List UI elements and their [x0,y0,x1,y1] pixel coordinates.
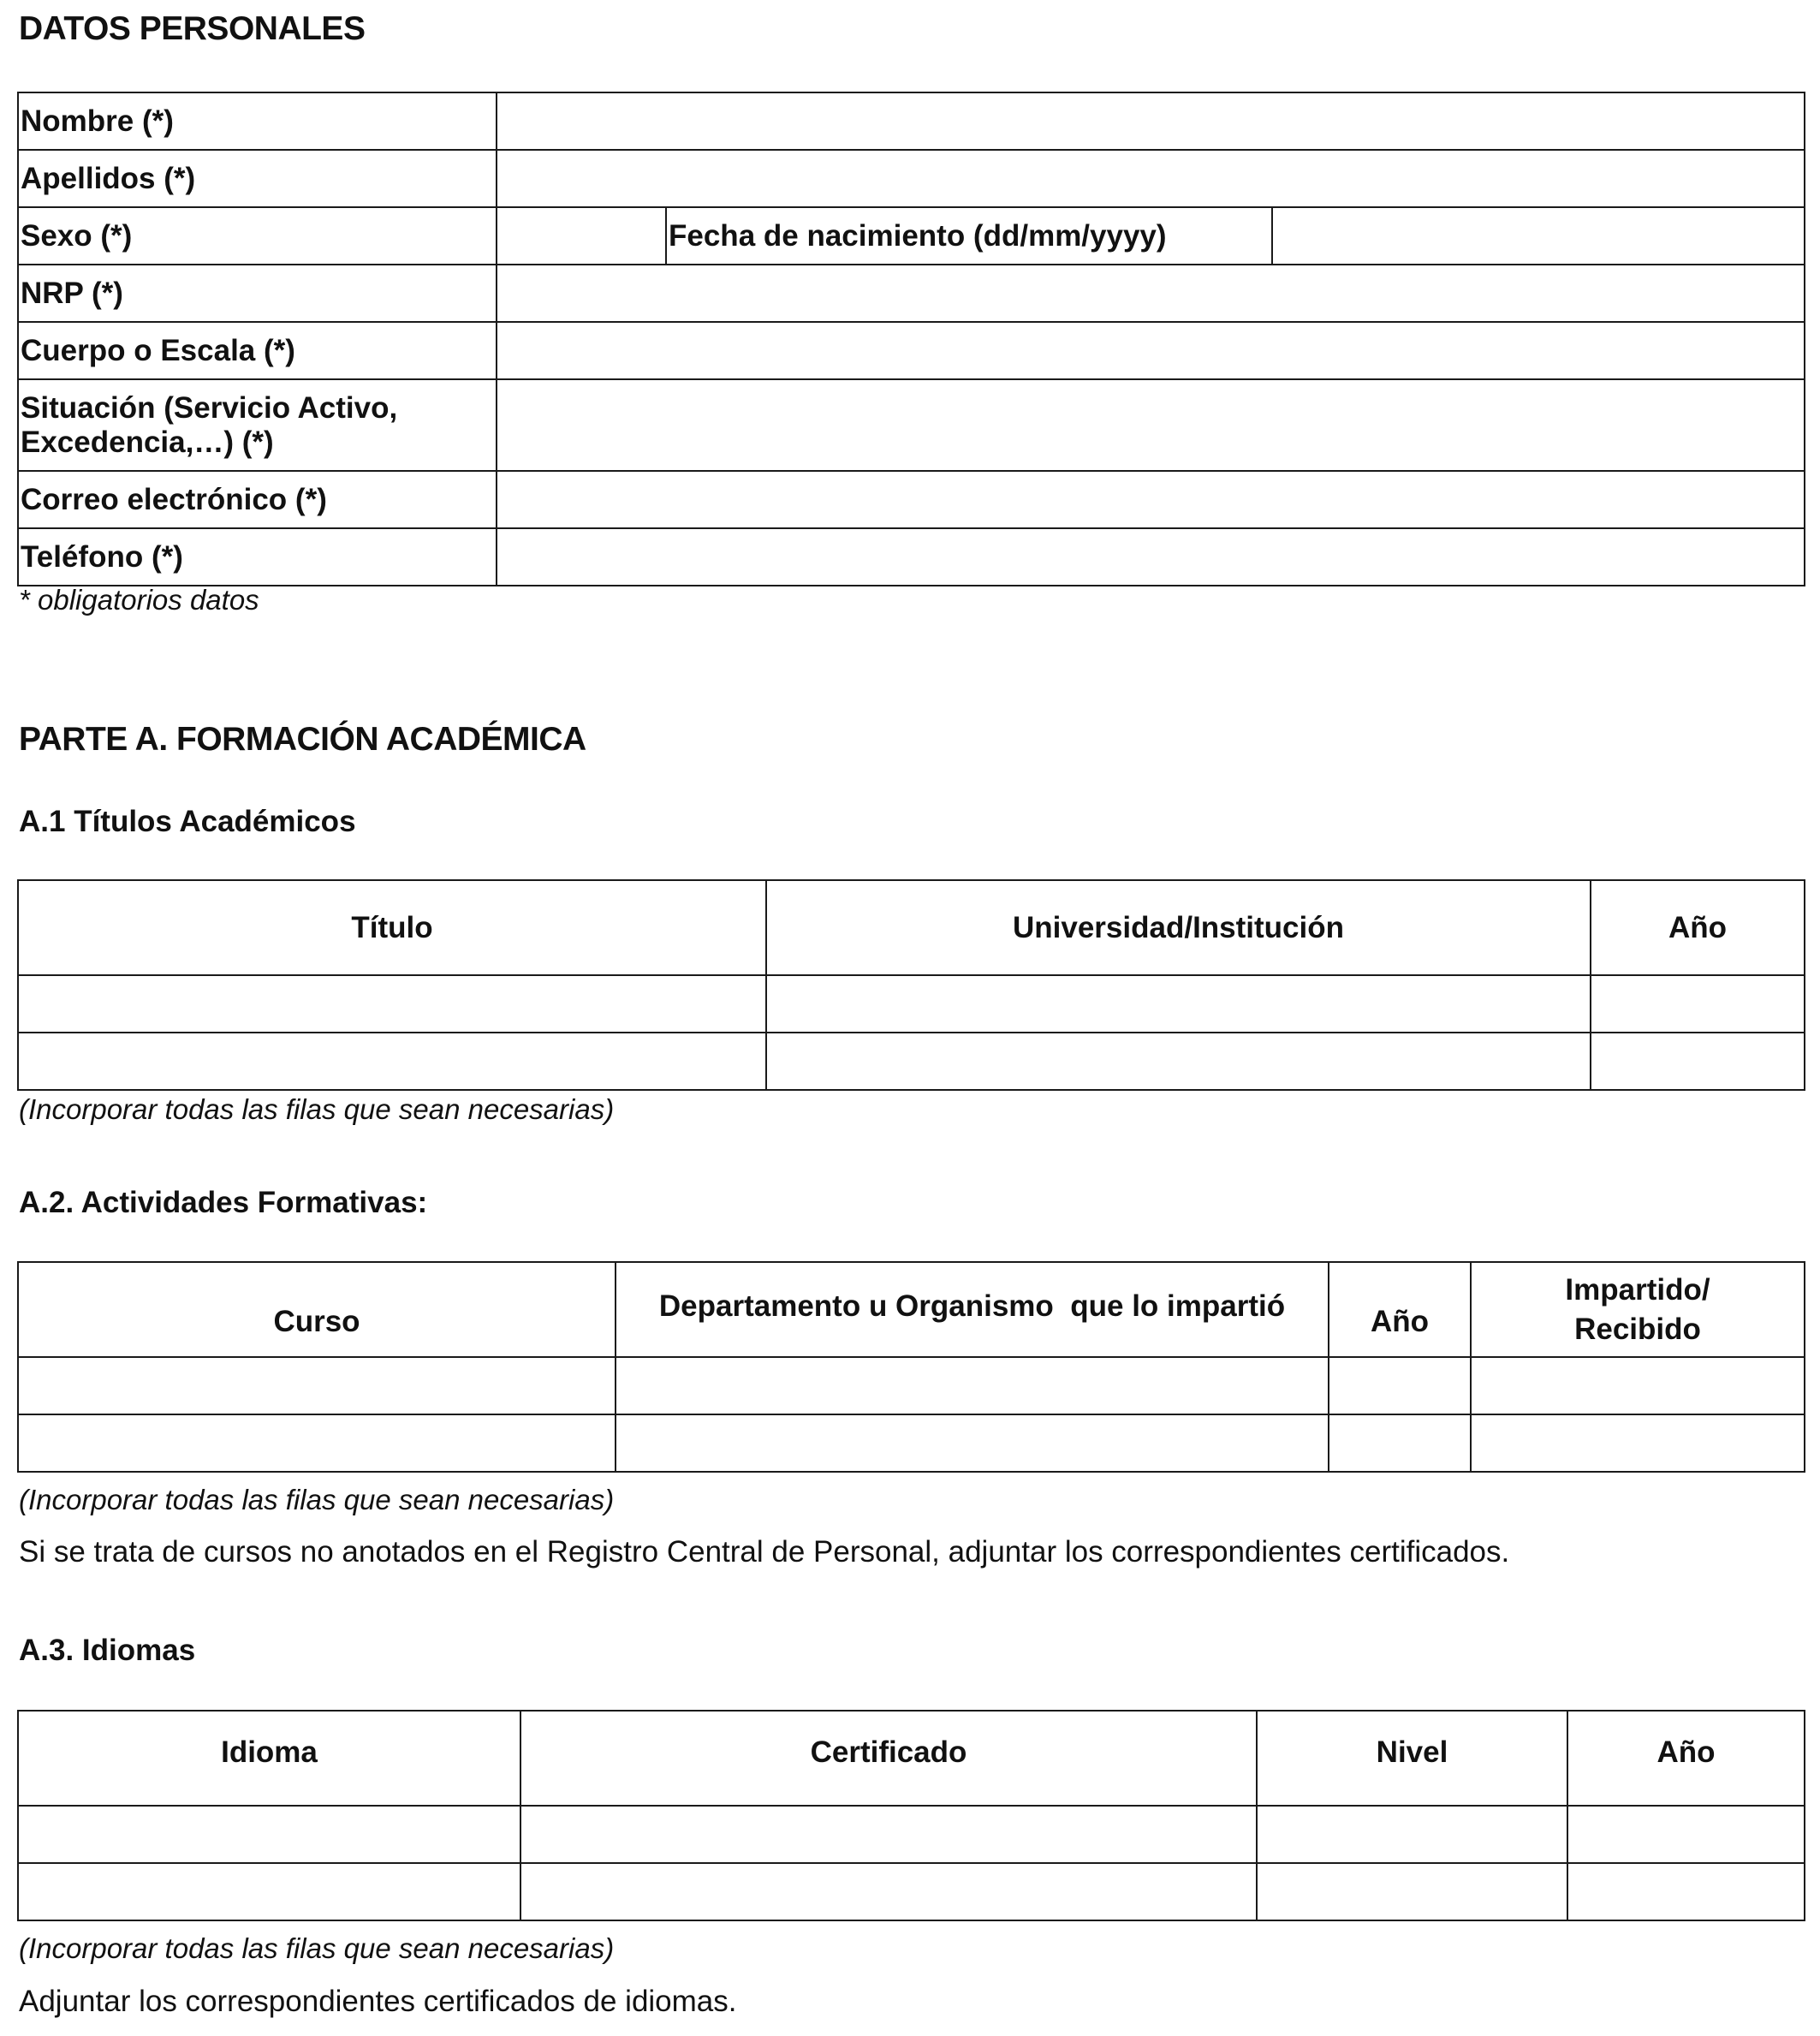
sexo-field[interactable] [497,207,666,265]
table-cell[interactable] [616,1414,1329,1472]
table-cell[interactable] [18,1863,520,1920]
cuerpo-escala-field[interactable] [497,322,1805,379]
table-row [18,1033,1805,1090]
table-row [18,1357,1805,1414]
a2-note: (Incorporar todas las filas que sean necesarias) [19,1484,615,1515]
label-telefono: Teléfono (*) [18,528,497,586]
a3-note: (Incorporar todas las filas que sean necesarias) [19,1932,615,1964]
personal-data-table [17,92,1805,586]
label-correo: Correo electrónico (*) [18,471,497,528]
column-header-ano: Año [1567,1711,1805,1806]
table-cell[interactable] [766,1033,1591,1090]
table-row [18,1414,1805,1472]
titulos-academicos-table [17,879,1805,1091]
column-header-impartido-recibido [1471,1262,1805,1357]
label-situacion-line1: Situación (Servicio Activo, [21,390,398,425]
subsection-title-a3: A.3. Idiomas [19,1634,196,1667]
table-cell[interactable] [1257,1863,1567,1920]
column-header-curso: Curso [18,1262,616,1357]
subsection-title-a1: A.1 Títulos Académicos [19,805,356,838]
table-cell[interactable] [18,1414,616,1472]
a2-paragraph: Si se trata de cursos no anotados en el Registro Central de Personal, adjuntar los correspondientes certificados. [19,1535,1510,1569]
table-cell[interactable] [1329,1357,1471,1414]
label-sexo: Sexo (*) [18,207,497,265]
table-cell[interactable] [1591,975,1805,1033]
actividades-formativas-table [17,1261,1805,1473]
column-header-ano: Año [1591,880,1805,975]
table-cell[interactable] [18,1357,616,1414]
table-cell[interactable] [1471,1357,1805,1414]
column-header-ano: Año [1329,1262,1471,1357]
table-cell[interactable] [1329,1414,1471,1472]
column-header-universidad: Universidad/Institución [766,880,1591,975]
table-row [18,1863,1805,1920]
column-header-impartido: Impartido/ [1565,1272,1710,1307]
table-cell[interactable] [18,1806,520,1863]
subsection-title-a2: A.2. Actividades Formativas: [19,1186,428,1219]
label-situacion-line2: Excedencia,…) (*) [21,425,274,459]
table-row [18,1806,1805,1863]
table-cell[interactable] [520,1806,1257,1863]
apellidos-field[interactable] [497,150,1805,207]
label-apellidos: Apellidos (*) [18,150,497,207]
a3-paragraph: Adjuntar los correspondientes certificados de idiomas. [19,1985,737,2018]
column-header-certificado: Certificado [520,1711,1257,1806]
telefono-field[interactable] [497,528,1805,586]
table-row [18,975,1805,1033]
table-cell[interactable] [18,1033,766,1090]
label-cuerpo-escala: Cuerpo o Escala (*) [18,322,497,379]
table-cell[interactable] [1591,1033,1805,1090]
label-nombre: Nombre (*) [18,92,497,150]
mandatory-note: * obligatorios datos [19,584,259,616]
nombre-field[interactable] [497,92,1805,150]
label-nrp: NRP (*) [18,265,497,322]
idiomas-table [17,1710,1805,1921]
table-cell[interactable] [1471,1414,1805,1472]
correo-field[interactable] [497,471,1805,528]
label-fecha-nacimiento: Fecha de nacimiento (dd/mm/yyyy) [666,207,1272,265]
table-cell[interactable] [1567,1806,1805,1863]
section-title-parte-a: PARTE A. FORMACIÓN ACADÉMICA [19,721,586,758]
column-header-departamento: Departamento u Organismo que lo impartió [616,1262,1329,1357]
fecha-nacimiento-field[interactable] [1272,207,1805,265]
situacion-field[interactable] [497,379,1805,471]
column-header-titulo: Título [18,880,766,975]
section-title-datos-personales: DATOS PERSONALES [19,10,366,47]
table-cell[interactable] [1567,1863,1805,1920]
column-header-nivel: Nivel [1257,1711,1567,1806]
column-header-recibido: Recibido [1574,1312,1701,1346]
column-header-idioma: Idioma [18,1711,520,1806]
table-cell[interactable] [520,1863,1257,1920]
table-cell[interactable] [1257,1806,1567,1863]
a1-note: (Incorporar todas las filas que sean necesarias) [19,1093,615,1125]
table-cell[interactable] [616,1357,1329,1414]
label-situacion [18,379,497,471]
nrp-field[interactable] [497,265,1805,322]
table-cell[interactable] [18,975,766,1033]
table-cell[interactable] [766,975,1591,1033]
